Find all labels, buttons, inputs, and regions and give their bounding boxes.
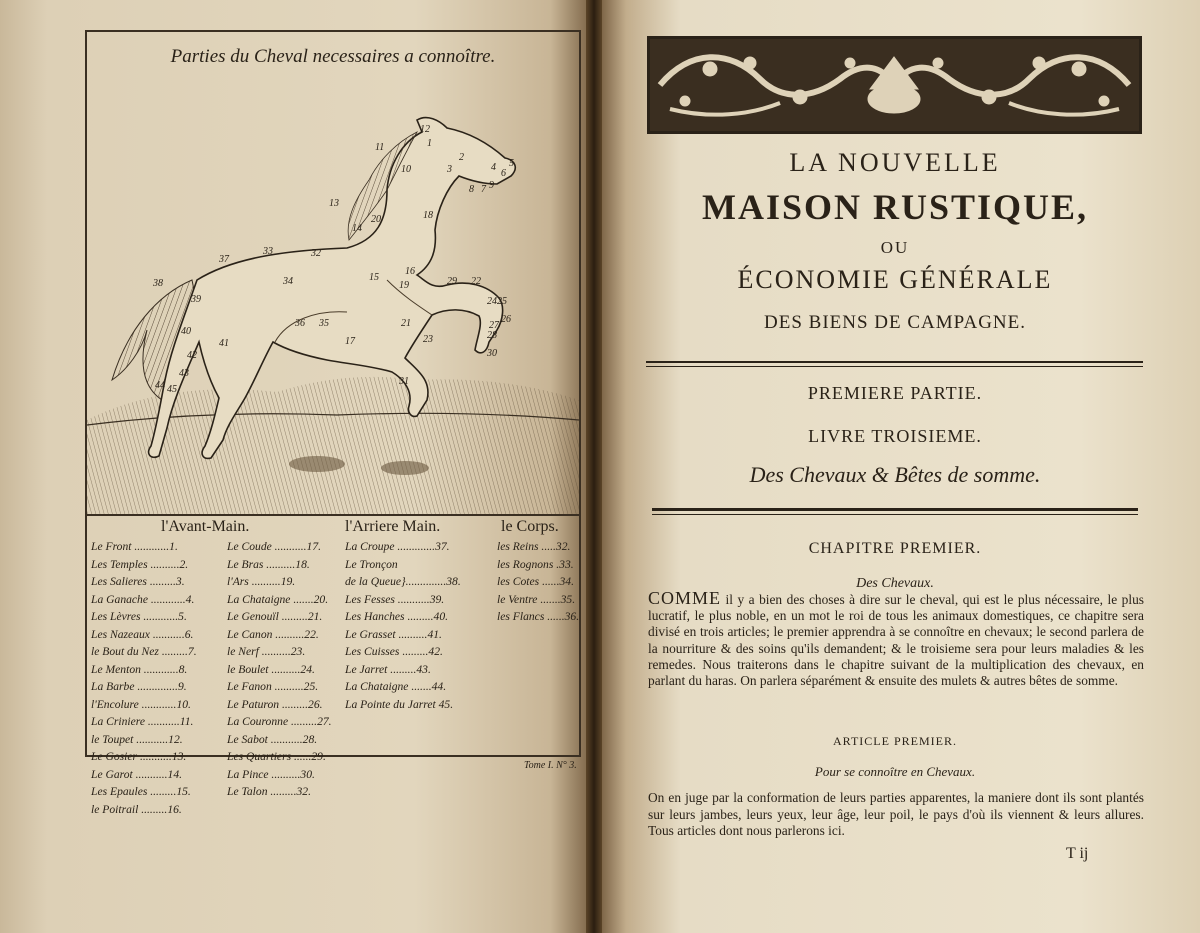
legend-item: le Toupet ...........12.	[91, 732, 183, 746]
legend-item: Le Fanon ..........25.	[227, 680, 319, 693]
legend-item: Le Talon .........32.	[227, 785, 311, 798]
legend-item: le Bout du Nez .........7.	[91, 645, 197, 658]
legend-item: les Reins .....32.	[497, 540, 571, 553]
part-number: 8	[469, 184, 474, 195]
part-number: 18	[423, 210, 433, 221]
part-number: 26	[501, 314, 511, 325]
legend-item: La Couronne .........27.	[227, 715, 332, 728]
divider-rule	[652, 508, 1138, 511]
divider-rule	[646, 366, 1143, 367]
part-number: 37	[219, 254, 229, 265]
legend-item: le Ventre .......35.	[497, 592, 576, 606]
dropcap-word: COMME	[648, 588, 722, 608]
divider-rule	[652, 514, 1138, 515]
part-number: 21	[401, 318, 411, 329]
title-la-nouvelle: LA NOUVELLE	[789, 148, 1001, 177]
part-number: 29	[447, 276, 457, 287]
chapter-paragraph	[648, 590, 1144, 689]
part-number: 28	[487, 330, 497, 341]
legend-item: Le Tronçon	[345, 557, 398, 571]
legend-item: La Ganache ............4.	[91, 592, 195, 606]
legend-item: Les Cuisses .........42.	[345, 645, 443, 658]
legend-item: les Cotes ......34.	[497, 575, 574, 588]
part-number: 16	[405, 266, 415, 277]
signature-mark: T ij	[1066, 845, 1089, 862]
legend-item: La Criniere ...........11.	[91, 715, 194, 728]
partie-heading: PREMIERE PARTIE.	[807, 383, 983, 403]
legend-item: Les Nazeaux ...........6.	[91, 627, 194, 641]
legend-item: Le Menton ............8.	[91, 662, 188, 676]
part-number: 42	[187, 350, 197, 361]
legend-item: Les Hanches .........40.	[345, 610, 449, 623]
part-number: 19	[399, 280, 409, 291]
legend-item: le Boulet ..........24.	[227, 662, 315, 676]
part-number: 2	[459, 152, 464, 163]
legend-item: Le Sabot ...........28.	[227, 732, 318, 746]
part-number: 14	[352, 223, 362, 234]
legend-item: les Flancs ......36.	[497, 610, 580, 623]
legend-item: Le Bras ..........18.	[227, 557, 310, 571]
legend-item: La Chataigne .......44.	[345, 680, 447, 693]
legend-item: Le Garot ...........14.	[91, 767, 183, 781]
part-number: 7	[481, 184, 486, 195]
part-number: 15	[369, 272, 379, 283]
part-number: 17	[345, 336, 355, 347]
legend-item: Le Jarret .........43.	[345, 662, 431, 676]
part-number: 4	[491, 162, 496, 173]
part-number: 34	[283, 276, 293, 287]
legend-header: le Corps.	[501, 518, 559, 535]
legend-item: Les Fesses ...........39.	[345, 592, 445, 606]
part-number: 27	[489, 320, 499, 331]
part-number: 32	[311, 248, 321, 259]
part-number: 36	[295, 318, 305, 329]
chapitre-subtitle: Des Chevaux.	[856, 576, 934, 591]
plate-title: Parties du Cheval necessaires a connoître.	[170, 46, 496, 67]
part-number: 30	[487, 348, 497, 359]
legend-item: La Pince ..........30.	[227, 767, 315, 781]
floral-ornament-icon	[650, 39, 1139, 131]
legend-item: La Chataigne .......20.	[227, 592, 329, 606]
legend-item: Le Grasset ..........41.	[345, 627, 442, 641]
part-number: 35	[319, 318, 329, 329]
part-number: 43	[179, 368, 189, 379]
article-subtitle: Pour se connoître en Chevaux.	[814, 764, 976, 779]
title-biens-de-campagne: DES BIENS DE CAMPAGNE.	[764, 312, 1026, 333]
legend-item: Les Temples ..........2.	[91, 557, 189, 571]
part-number: 11	[375, 142, 385, 153]
part-number: 23	[423, 334, 433, 345]
part-number: 33	[263, 246, 273, 257]
title-ou: OU	[880, 238, 910, 257]
horse-engraving	[87, 80, 579, 514]
part-number: 10	[401, 164, 411, 175]
legend-item: La Croupe .............37.	[345, 540, 450, 553]
legend-item: Les Lèvres ............5.	[91, 610, 187, 623]
part-number: 12	[420, 124, 430, 135]
part-number: 25	[497, 296, 507, 307]
part-number: 9	[489, 180, 494, 191]
legend-item: les Rognons .33.	[497, 557, 574, 571]
part-number: 31	[399, 376, 409, 387]
ornamental-headpiece	[647, 36, 1142, 134]
title-economie-generale: ÉCONOMIE GÉNÉRALE	[737, 265, 1053, 294]
part-number: 20	[371, 214, 381, 225]
part-number: 38	[153, 278, 163, 289]
part-number: 24	[487, 296, 497, 307]
part-number: 45	[167, 384, 177, 395]
legend-item: Les Epaules .........15.	[91, 785, 191, 798]
legend-item: Les Quartiers ......29.	[227, 750, 326, 763]
legend-item: Le Gosier ...........13.	[91, 750, 187, 763]
part-number: 13	[329, 198, 339, 209]
tome-label: Tome I. N° 3.	[524, 760, 577, 771]
part-number: 3	[447, 164, 452, 175]
part-number: 6	[501, 168, 506, 179]
legend-column-avant-main-cont	[227, 518, 347, 801]
part-number: 40	[181, 326, 191, 337]
legend-item: La Barbe ..............9.	[91, 680, 187, 693]
legend-column-avant-main	[91, 518, 250, 818]
horse-illustration	[87, 80, 579, 514]
chapitre-heading: CHAPITRE PREMIER.	[808, 540, 982, 557]
article-heading: ARTICLE PREMIER.	[833, 734, 957, 748]
legend-item: le Nerf ..........23.	[227, 645, 306, 658]
article-paragraph: On en juge par la conformation de leurs parties apparentes, la maniere dont ils sont plantés sur leurs jambes, leurs yeux, leur âge, leur poil, le pays d'où ils viennent & leurs allures. Tous articles dont nous parlerons ici.	[648, 790, 1144, 838]
legend-column-arriere-main	[345, 518, 505, 713]
legend-item: de la Queue}..............38.	[345, 575, 461, 588]
legend-item: Le Paturon .........26.	[227, 697, 323, 711]
section-subtitle: Des Chevaux & Bêtes de somme.	[749, 462, 1041, 487]
legend-column-corps	[497, 518, 579, 626]
legend-item: Les Salieres .........3.	[91, 575, 185, 588]
part-number: 44	[155, 380, 165, 391]
legend-header: l'Avant-Main.	[161, 518, 250, 535]
part-number: 41	[219, 338, 229, 349]
legend-item: Le Genouïl .........21.	[227, 610, 323, 623]
divider-rule	[646, 361, 1143, 363]
part-number: 39	[191, 294, 201, 305]
legend-item: Le Canon ..........22.	[227, 627, 319, 641]
legend-item: Le Front ............1.	[91, 540, 178, 553]
legend-item: l'Ars ..........19.	[227, 575, 296, 588]
title-maison-rustique: MAISON RUSTIQUE,	[701, 187, 1089, 227]
legend-item: Le Coude ...........17.	[227, 540, 322, 553]
legend-header: l'Arriere Main.	[345, 518, 441, 535]
legend-item: La Pointe du Jarret 45.	[345, 697, 454, 711]
legend-item: l'Encolure ............10.	[91, 697, 191, 711]
paragraph-text: il y a bien des choses à dire sur le cheval, qui est le plus nécessaire, le plus lucratif, le plus noble, en un mot le roi de tous les animaux domestiques, ce chapitre sera divisé en trois articles; le premier apprendra à se connoître en chevaux; le second parlera de la nourriture & des soins qu'ils demandent; & le troisieme sera pour leurs maladies & les remedes. Nous traiterons dans le chapitre suivant de la multiplication des chevaux, en parlant du haras. On parlera séparément & ensuite des mulets & autres bêtes de somme.	[648, 592, 1144, 689]
legend-header-spacer	[227, 518, 347, 536]
legend-item: le Poitrail .........16.	[91, 802, 182, 816]
livre-heading: LIVRE TROISIEME.	[808, 426, 982, 446]
part-number: 1	[427, 138, 432, 149]
part-number: 5	[509, 158, 514, 169]
part-number: 22	[471, 276, 481, 287]
